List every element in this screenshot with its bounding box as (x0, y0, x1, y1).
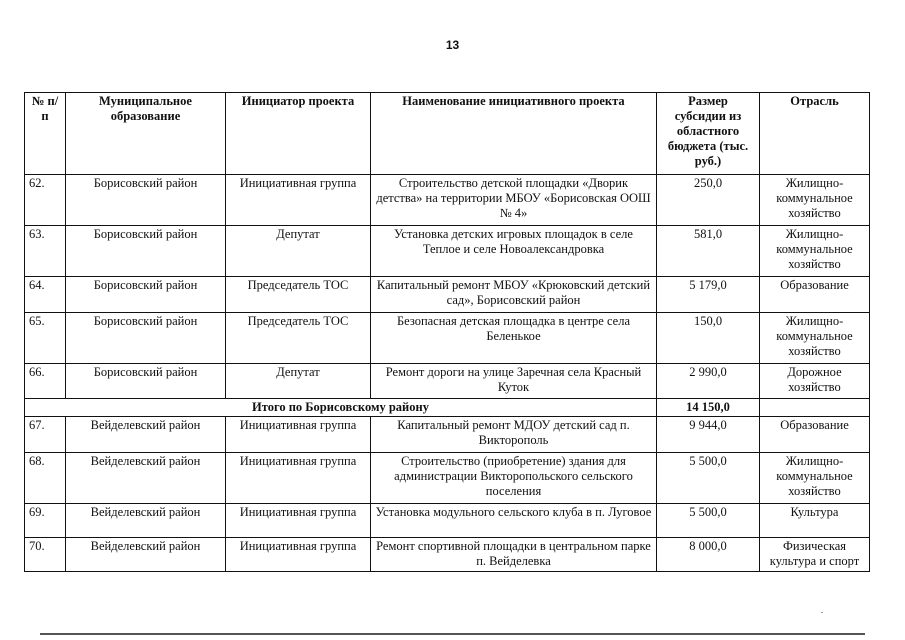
row-initiator: Инициативная группа (226, 538, 371, 572)
row-project: Безопасная детская площадка в центре села Беленькое (371, 313, 657, 364)
row-project: Установка детских игровых площадок в селе Теплое и селе Новоалександровка (371, 226, 657, 277)
row-subsidy: 9 944,0 (657, 417, 760, 453)
row-num: 66. (25, 364, 66, 399)
row-municipality: Борисовский район (66, 313, 226, 364)
row-project: Ремонт спортивной площадки в центральном парке п. Вейделевка (371, 538, 657, 572)
row-sector: Образование (760, 417, 870, 453)
row-initiator: Инициативная группа (226, 417, 371, 453)
row-sector: Жилищно-коммунальное хозяйство (760, 313, 870, 364)
header-subsidy: Размер субсидии из областного бюджета (тыс. руб.) (657, 93, 760, 175)
row-num: 64. (25, 277, 66, 313)
page-bottom-rule (40, 633, 865, 637)
table-row (25, 277, 870, 313)
row-municipality: Вейделевский район (66, 417, 226, 453)
row-initiator: Депутат (226, 364, 371, 399)
row-municipality: Вейделевский район (66, 538, 226, 572)
table-row (25, 313, 870, 364)
header-project-name: Наименование инициативного проекта (371, 93, 657, 175)
row-initiator: Председатель ТОС (226, 277, 371, 313)
row-municipality: Борисовский район (66, 364, 226, 399)
row-sector: Жилищно-коммунальное хозяйство (760, 226, 870, 277)
total-value: 14 150,0 (657, 399, 760, 417)
scan-speck (821, 612, 823, 613)
row-subsidy: 5 179,0 (657, 277, 760, 313)
row-initiator: Депутат (226, 226, 371, 277)
row-subsidy: 5 500,0 (657, 453, 760, 504)
row-project: Строительство детской площадки «Дворик детства» на территории МБОУ «Борисовская ООШ № 4» (371, 175, 657, 226)
row-initiator: Инициативная группа (226, 504, 371, 538)
row-sector: Жилищно-коммунальное хозяйство (760, 175, 870, 226)
row-num: 67. (25, 417, 66, 453)
row-num: 63. (25, 226, 66, 277)
row-project: Капитальный ремонт МБОУ «Крюковский детский сад», Борисовский район (371, 277, 657, 313)
table-row (25, 175, 870, 226)
row-sector: Физическая культура и спорт (760, 538, 870, 572)
row-num: 70. (25, 538, 66, 572)
table-row (25, 364, 870, 399)
row-municipality: Вейделевский район (66, 504, 226, 538)
row-municipality: Вейделевский район (66, 453, 226, 504)
table-row (25, 538, 870, 572)
row-subsidy: 2 990,0 (657, 364, 760, 399)
table-row (25, 453, 870, 504)
row-num: 65. (25, 313, 66, 364)
header-sector: Отрасль (760, 93, 870, 175)
row-subsidy: 250,0 (657, 175, 760, 226)
table-row (25, 417, 870, 453)
row-project: Ремонт дороги на улице Заречная села Красный Куток (371, 364, 657, 399)
row-sector: Культура (760, 504, 870, 538)
row-initiator: Председатель ТОС (226, 313, 371, 364)
total-row (25, 399, 870, 417)
row-municipality: Борисовский район (66, 175, 226, 226)
row-initiator: Инициативная группа (226, 453, 371, 504)
row-municipality: Борисовский район (66, 226, 226, 277)
page-number: 13 (445, 38, 460, 52)
subsidy-table (24, 92, 870, 572)
header-num: № п/п (25, 93, 66, 175)
row-subsidy: 150,0 (657, 313, 760, 364)
row-municipality: Борисовский район (66, 277, 226, 313)
row-subsidy: 581,0 (657, 226, 760, 277)
header-initiator: Инициатор проекта (226, 93, 371, 175)
row-subsidy: 8 000,0 (657, 538, 760, 572)
row-sector: Дорожное хозяйство (760, 364, 870, 399)
row-num: 68. (25, 453, 66, 504)
header-municipality: Муниципальное образование (66, 93, 226, 175)
total-empty-cell (760, 399, 870, 417)
table-row (25, 504, 870, 538)
row-project: Капитальный ремонт МДОУ детский сад п. Викторополь (371, 417, 657, 453)
row-num: 69. (25, 504, 66, 538)
row-sector: Жилищно-коммунальное хозяйство (760, 453, 870, 504)
row-initiator: Инициативная группа (226, 175, 371, 226)
row-subsidy: 5 500,0 (657, 504, 760, 538)
table-row (25, 226, 870, 277)
total-label: Итого по Борисовскому району (25, 399, 657, 417)
row-num: 62. (25, 175, 66, 226)
table-header-row (25, 93, 870, 175)
row-sector: Образование (760, 277, 870, 313)
row-project: Строительство (приобретение) здания для администрации Викторопольского сельского поселения (371, 453, 657, 504)
row-project: Установка модульного сельского клуба в п. Луговое (371, 504, 657, 538)
